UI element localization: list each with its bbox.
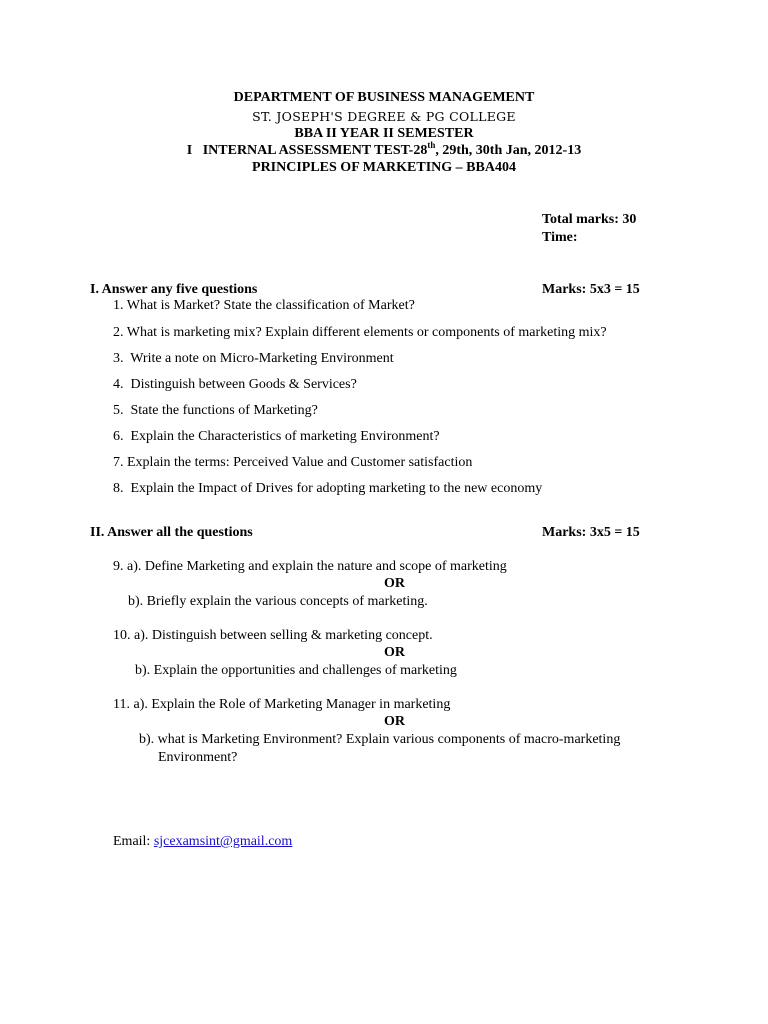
question-9a: 9. a). Define Marketing and explain the nature and scope of marketing (113, 559, 507, 574)
question-11b-line2: Environment? (158, 750, 238, 765)
question-10a: 10. a). Distinguish between selling & marketing concept. (113, 628, 433, 643)
section1-marks: Marks: 5x3 = 15 (542, 282, 640, 297)
or-label-10: OR (384, 645, 405, 660)
or-label-9: OR (384, 576, 405, 591)
year-semester: BBA II YEAR II SEMESTER (294, 126, 474, 141)
test-title-sup: th (427, 140, 436, 150)
question-9b: b). Briefly explain the various concepts of marketing. (128, 594, 428, 609)
total-marks: Total marks: 30 (542, 212, 637, 227)
subject-title: PRINCIPLES OF MARKETING – BBA404 (252, 160, 516, 175)
college-name: ST. JOSEPH'S DEGREE & PG COLLEGE (252, 109, 516, 124)
question-4: 4. Distinguish between Goods & Services? (113, 377, 357, 392)
question-10b: b). Explain the opportunities and challenges of marketing (135, 663, 457, 678)
email-label: Email: (113, 834, 154, 849)
section2-marks: Marks: 3x5 = 15 (542, 525, 640, 540)
question-3: 3. Write a note on Micro-Marketing Environment (113, 351, 394, 366)
or-label-11: OR (384, 714, 405, 729)
question-1: 1. What is Market? State the classification of Market? (113, 298, 415, 313)
test-title-suffix: , 29th, 30th Jan, 2012-13 (435, 143, 582, 158)
email-line (113, 834, 292, 850)
email-link[interactable]: sjcexamsint@gmail.com (153, 834, 293, 849)
department-title: DEPARTMENT OF BUSINESS MANAGEMENT (233, 90, 535, 105)
question-7: 7. Explain the terms: Perceived Value and Customer satisfaction (113, 455, 473, 470)
question-5: 5. State the functions of Marketing? (113, 403, 318, 418)
question-11b-line1: b). what is Marketing Environment? Explain various components of macro-marketing (139, 732, 621, 747)
section2-heading: II. Answer all the questions (90, 525, 253, 540)
question-11a: 11. a). Explain the Role of Marketing Manager in marketing (113, 697, 451, 712)
question-6: 6. Explain the Characteristics of marketing Environment? (113, 429, 440, 444)
question-2: 2. What is marketing mix? Explain different elements or components of marketing mix? (113, 325, 607, 340)
question-8: 8. Explain the Impact of Drives for adopting marketing to the new economy (113, 481, 543, 496)
test-title (0, 140, 768, 159)
test-title-prefix: I INTERNAL ASSESSMENT TEST-28 (186, 143, 428, 158)
section1-heading: I. Answer any five questions (90, 282, 258, 297)
time-label: Time: (542, 230, 578, 245)
